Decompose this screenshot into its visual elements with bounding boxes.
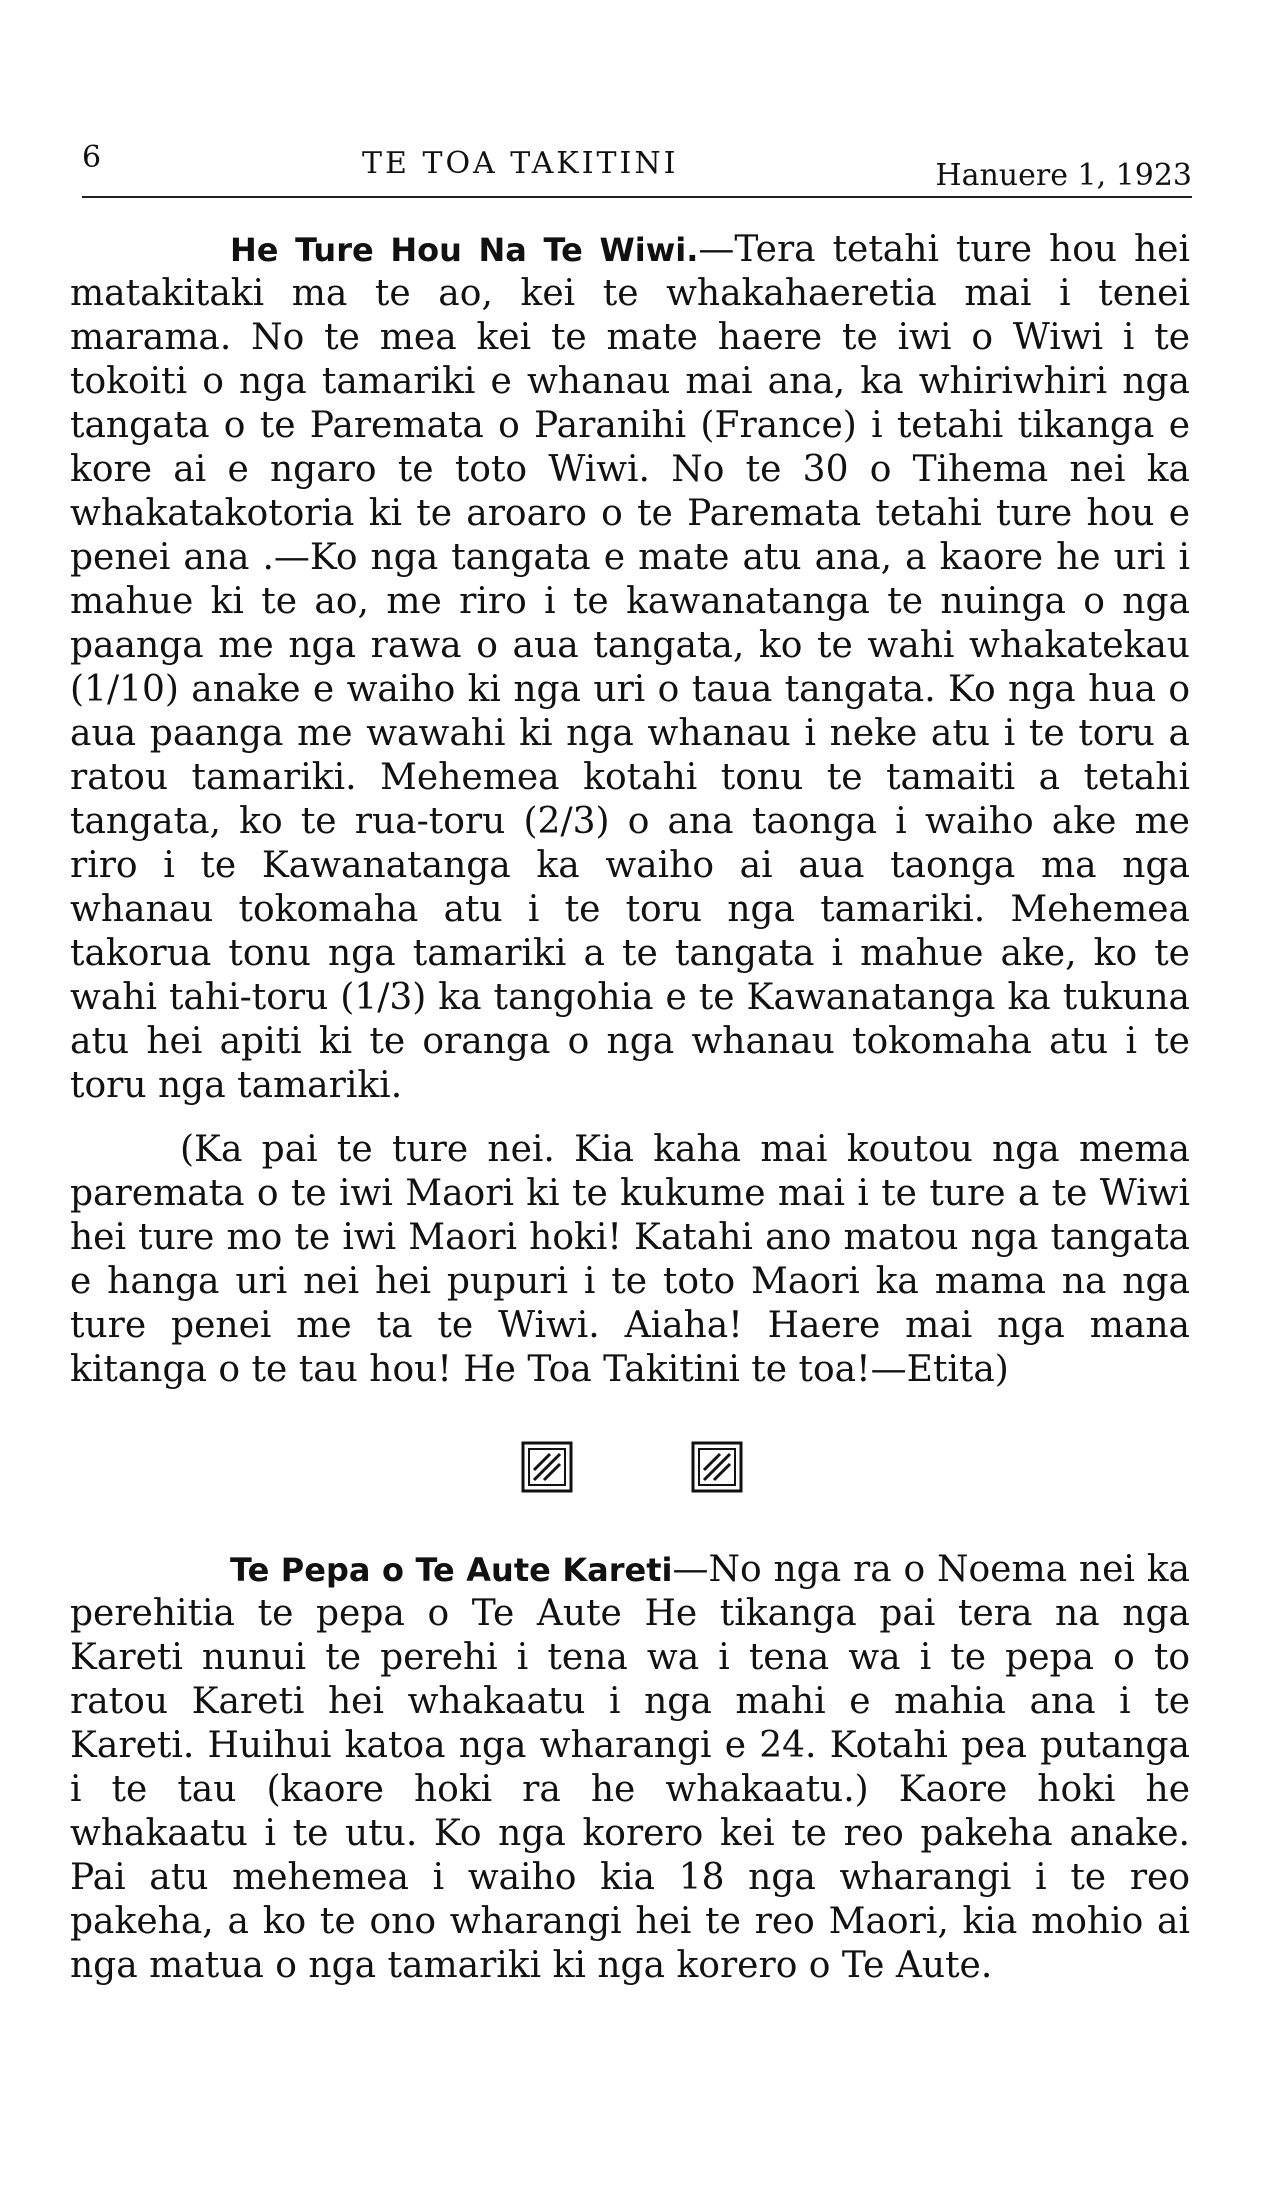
article-heading: He Ture Hou Na Te Wiwi. <box>230 231 699 269</box>
page-number: 6 <box>82 140 102 175</box>
ornament-divider <box>520 1440 760 1500</box>
article-ture-hou <box>70 228 1190 1108</box>
editor-note-paragraph: (Ka pai te ture nei. Kia kaha mai koutou nga mema paremata o te iwi Maori ki te kukume mai i te ture a te Wiwi hei ture mo te iwi Maori hoki! Katahi ano matou nga tangata e hanga uri nei hei pupuri i te toto Maori ka mama na nga ture penei me ta te Wiwi. Aiaha! Haere mai nga mana kitanga o te tau hou! He Toa Takitini te toa!—Etita) <box>70 1129 1190 1390</box>
editor-note <box>70 1128 1190 1392</box>
article-paragraph <box>70 228 1190 1108</box>
ornament-icon <box>690 1440 744 1494</box>
article-body: —Tera tetahi ture hou hei matakitaki ma te ao, kei te whakahaeretia mai i tenei marama. No te mea kei te mate haere te iwi o Wiwi i te tokoiti o nga tamariki e whanau mai ana, ka whiriwhiri nga tangata o te Paremata o Paranihi (France) i tetahi tikanga e kore ai e ngaro te toto Wiwi. No te 30 o Tihema nei ka whakatakotoria ki te aroaro o te Paremata tetahi ture hou e penei ana .—Ko nga tangata e mate atu ana, a kaore he uri i mahue ki te ao, me riro i te kawanatanga te nuinga o nga paanga me nga rawa o aua tangata, ko te wahi whakatekau (1/10) anake e waiho ki nga uri o taua tangata. Ko nga hua o aua paanga me wawahi ki nga whanau i neke atu i te toru a ratou tamariki. Mehemea kotahi tonu te tamaiti a tetahi tangata, ko te rua-toru (2/3) o ana taonga i waiho ake me riro i te Kawanatanga ka waiho ai aua taonga ma nga whanau tokomaha atu i te toru nga tamariki. Mehemea takorua tonu nga tamariki a te tangata i mahue ake, ko te wahi tahi-toru (1/3) ka tangohia e te Kawanatanga ka tukuna atu hei apiti ki te oranga o nga whanau tokomaha atu i te toru nga tamariki. <box>70 229 1190 1106</box>
header-rule <box>82 196 1192 198</box>
article-body: —No nga ra o Noema nei ka perehitia te pepa o Te Aute He tikanga pai tera na nga Kareti nunui te perehi i tena wa i tena wa i te pepa o to ratou Kareti hei whakaatu i nga mahi e mahia ana i te Kareti. Huihui katoa nga wharangi e 24. Kotahi pea putanga i te tau (kaore hoki ra he whakaatu.) Kaore hoki he whakaatu i te utu. Ko nga korero kei te reo pakeha anake. Pai atu mehemea i waiho kia 18 nga wharangi i te reo pakeha, a ko te ono wharangi hei te reo Maori, kia mohio ai nga matua o nga tamariki ki nga korero o Te Aute. <box>70 1549 1191 1986</box>
running-title: TE TOA TAKITINI <box>362 146 679 181</box>
running-header <box>82 140 1192 193</box>
issue-date: Hanuere 1, 1923 <box>935 158 1192 193</box>
article-heading: Te Pepa o Te Aute Kareti <box>230 1551 673 1589</box>
article-te-aute <box>70 1548 1190 1988</box>
article-paragraph <box>70 1548 1190 1988</box>
ornament-icon <box>520 1440 574 1494</box>
